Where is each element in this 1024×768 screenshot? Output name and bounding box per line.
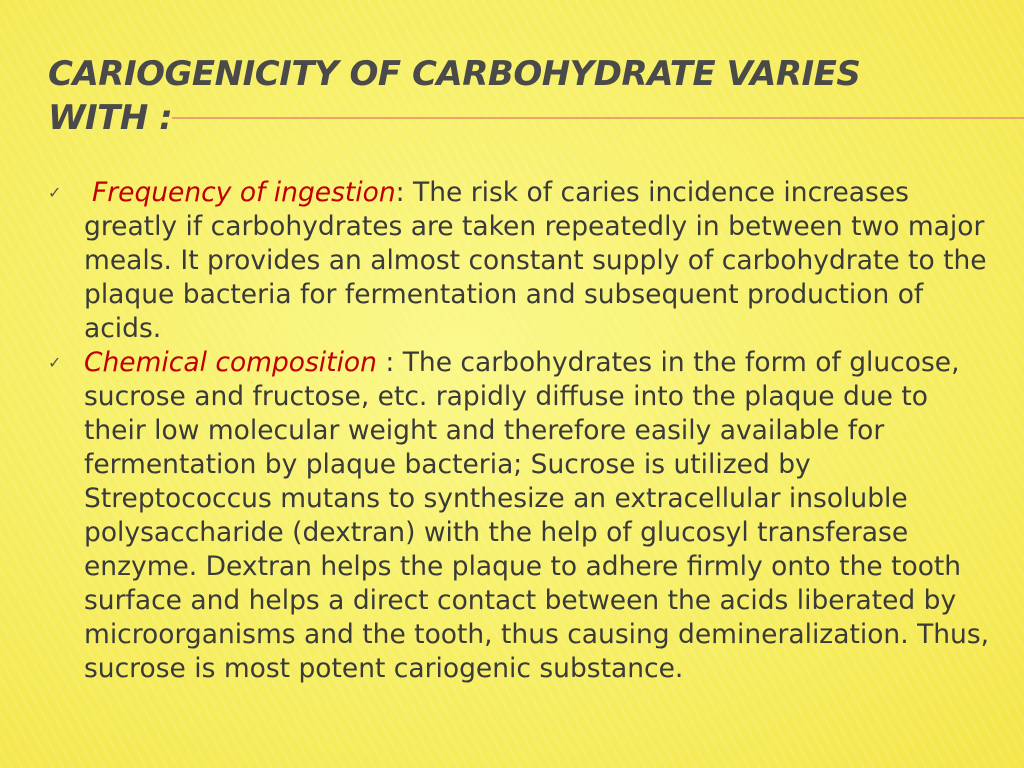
bullet-separator: : <box>376 347 395 378</box>
bullet-item-chemical <box>48 346 998 686</box>
checkmark-icon: ✓ <box>48 183 62 202</box>
bullet-term: Chemical composition <box>84 347 377 378</box>
title-divider <box>172 117 1024 119</box>
bullet-term: Frequency of ingestion <box>92 177 396 208</box>
bullet-item-frequency <box>48 176 998 346</box>
bullet-text: The carbohydrates in the form of glucose, sucrose and fructose, etc. rapidly diffuse into the plaque due to their low molecular weight and therefore easily available for fermentation by plaque bacteria; Sucrose is utilized by Streptococcus mutans to synthesize an extracellular insoluble polysaccharide (dextran) with the help of glucosyl transferase enzyme. Dextran helps the plaque to adhere firmly onto the tooth surface and helps a direct contact between the acids liberated by microorganisms and the tooth, thus causing demineralization. Thus, sucrose is most potent cariogenic substance. <box>84 347 990 684</box>
bullet-text: The risk of caries incidence increases greatly if carbohydrates are taken repeatedly in between two major meals. It provides an almost constant supply of carbohydrate to the plaque bacteria for fermentation and subsequent production of acids. <box>84 177 987 344</box>
slide-title-line-1: CARIOGENICITY OF CARBOHYDRATE VARIES <box>48 54 861 94</box>
slide-title-line-2: WITH : <box>48 98 173 138</box>
bullet-separator: : <box>395 177 405 208</box>
slide-title <box>48 52 948 140</box>
bullet-list <box>48 176 998 686</box>
checkmark-icon: ✓ <box>48 353 62 372</box>
